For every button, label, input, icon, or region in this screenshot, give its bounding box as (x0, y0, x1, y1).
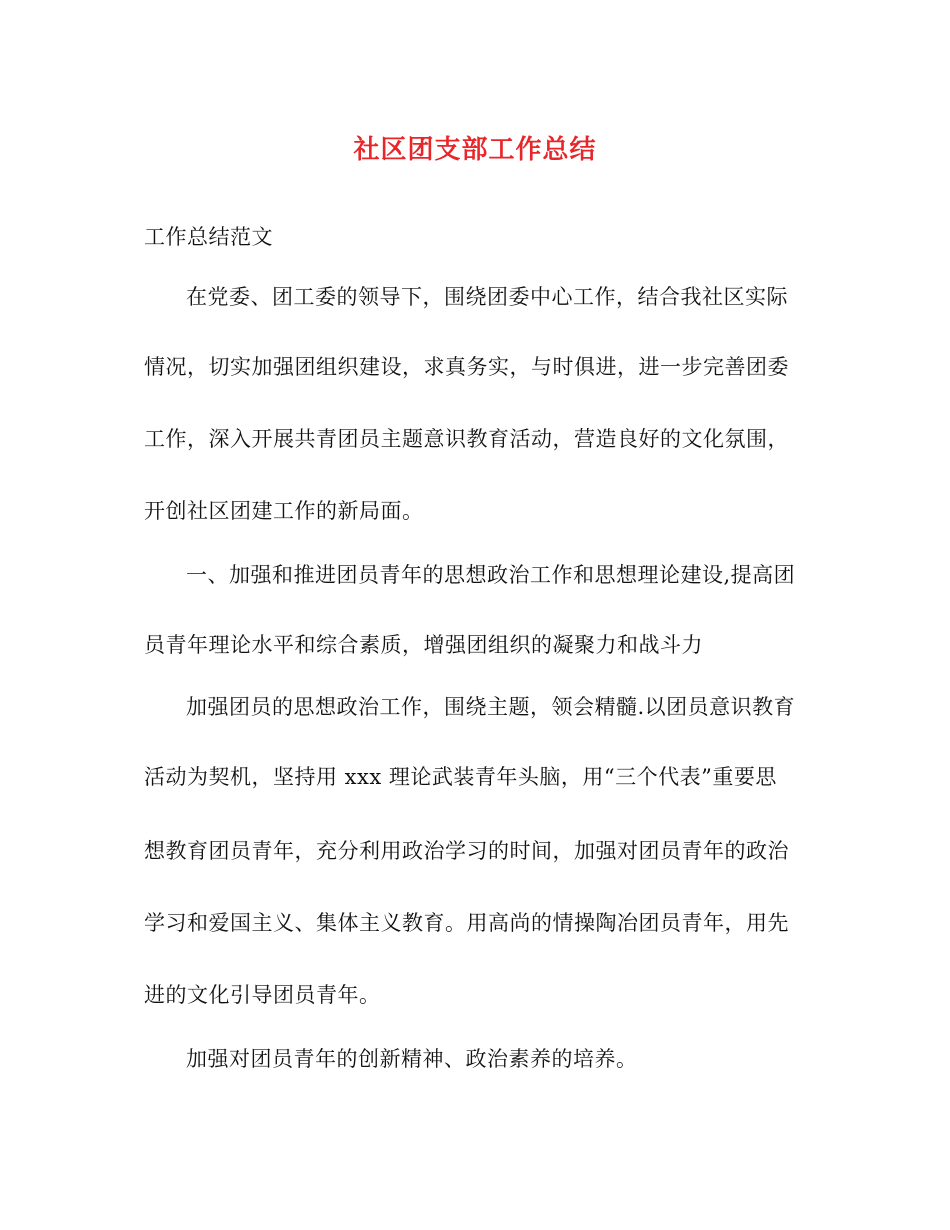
paragraph-1-line-3: 工作，深入开展共青团员主题意识教育活动，营造良好的文化氛围， (144, 427, 789, 451)
paragraph-1-line-1: 在党委、团工委的领导下，围绕团委中心工作，结合我社区实际 (186, 285, 788, 309)
paragraph-2-line-5: 进的文化引导团员青年。 (144, 983, 381, 1007)
document-title: 社区团支部工作总结 (353, 135, 597, 165)
paragraph-2-line-1: 加强团员的思想政治工作，围绕主题，领会精髓.以团员意识教育 (186, 695, 796, 719)
section-heading-line-1: 一、加强和推进团员青年的思想政治工作和思想理论建设,提高团 (186, 563, 796, 587)
paragraph-1-line-2: 情况，切实加强团组织建设，求真务实，与时俱进，进一步完善团委 (144, 355, 789, 379)
document-subtitle: 工作总结范文 (144, 225, 273, 249)
paragraph-2-line-2: 活动为契机，坚持用 xxx 理论武装青年头脑，用“三个代表”重要思 (144, 765, 777, 789)
paragraph-2-line-3: 想教育团员青年，充分利用政治学习的时间，加强对团员青年的政治 (144, 839, 789, 863)
paragraph-2-line-4: 学习和爱国主义、集体主义教育。用高尚的情操陶冶团员青年，用先 (144, 911, 789, 935)
paragraph-3-line-1: 加强对团员青年的创新精神、政治素养的培养。 (186, 1047, 638, 1071)
paragraph-1-line-4: 开创社区团建工作的新局面。 (144, 499, 424, 523)
section-heading-line-2: 员青年理论水平和综合素质，增强团组织的凝聚力和战斗力 (144, 633, 703, 657)
